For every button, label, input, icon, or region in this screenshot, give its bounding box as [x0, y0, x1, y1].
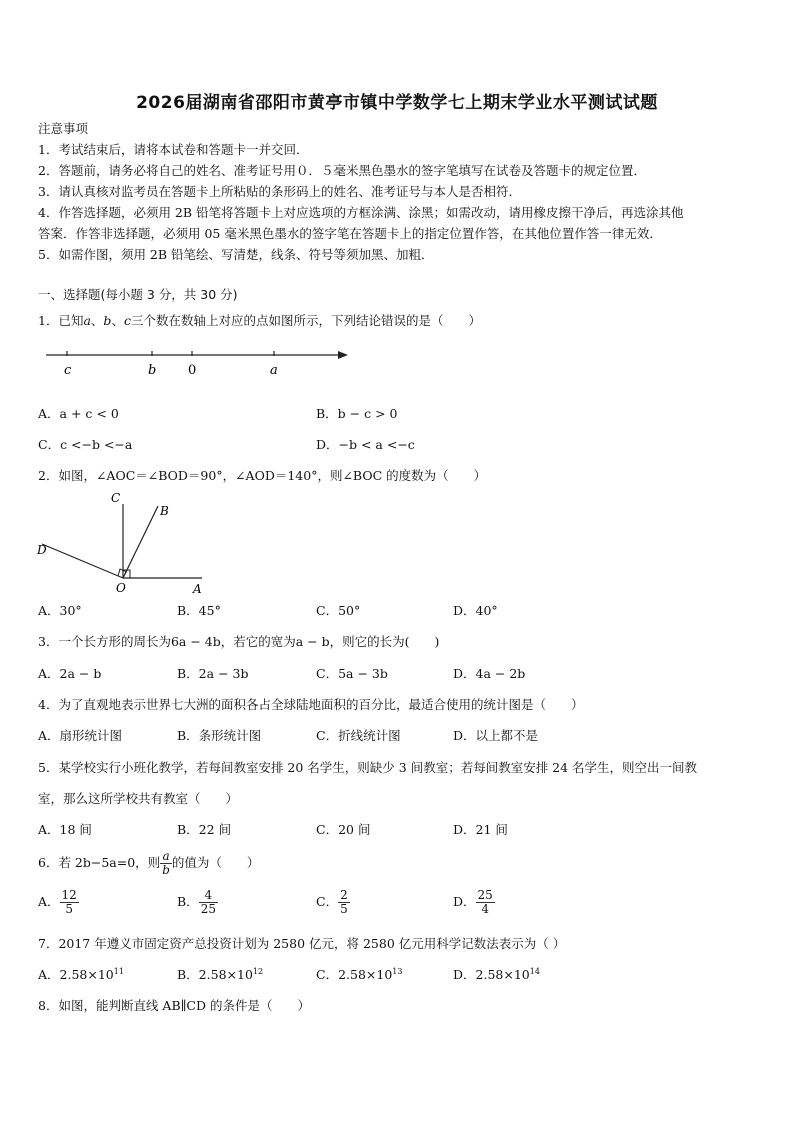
label-O: O	[116, 581, 126, 595]
q6-option-c[interactable]	[316, 889, 350, 916]
fraction-denominator: 25	[200, 902, 216, 916]
label-c: c	[64, 363, 72, 378]
q4-option-a[interactable]: A．扇形统计图	[38, 728, 123, 743]
option-label: D．	[453, 894, 476, 909]
label-B: B	[160, 504, 169, 518]
fraction-denominator: 5	[340, 902, 348, 916]
q5-option-a[interactable]: A．18 间	[38, 822, 92, 837]
page-title: 2026届湖南省邵阳市黄亭市镇中学数学七上期末学业水平测试试题	[136, 93, 658, 113]
q7-option-c[interactable]	[316, 967, 402, 983]
q1-option-d[interactable]: D．−b < a <−c	[316, 437, 415, 452]
option-exponent: 11	[113, 967, 124, 976]
q1-number-line-figure	[40, 342, 360, 382]
q5-option-c[interactable]: C．20 间	[316, 822, 371, 837]
q7-stem: 7．2017 年遵义市固定资产总投资计划为 2580 亿元，将 2580 亿元用科学记数法表示为（ ）	[38, 936, 566, 951]
q4-option-c[interactable]: C．折线统计图	[316, 728, 401, 743]
label-b: b	[148, 363, 157, 378]
q1-sep1: 、	[90, 313, 104, 328]
notice-item-4-cont: 答案．作答非选择题，必须用 05 毫米黑色墨水的签字笔在答题卡上的指定位置作答，在其他位置作答一律无效．	[38, 226, 662, 241]
q1-var-b: b	[103, 313, 112, 328]
option-label: B．2.58×10	[177, 967, 253, 982]
option-fraction	[338, 889, 350, 916]
q5-option-b[interactable]: B．22 间	[177, 822, 232, 837]
q1-option-a[interactable]: A．a + c < 0	[38, 406, 119, 421]
ray-od	[42, 544, 123, 578]
q1-var-c: c	[123, 313, 131, 328]
q2-option-c[interactable]: C．50°	[316, 603, 361, 618]
notice-item-5: 5．如需作图，须用 2B 铅笔绘、写清楚，线条、符号等须加黑、加粗．	[38, 247, 434, 262]
q2-option-d[interactable]: D．40°	[453, 603, 498, 618]
q2-option-b[interactable]: B．45°	[177, 603, 221, 618]
label-0: 0	[188, 363, 197, 378]
q4-option-b[interactable]: B．条形统计图	[177, 728, 262, 743]
q6-stem	[38, 850, 259, 877]
option-exponent: 12	[252, 967, 264, 976]
q3-option-b[interactable]: B．2a − 3b	[177, 666, 249, 681]
q1-stem-a: 1．已知	[38, 313, 84, 328]
fraction-numerator: 25	[477, 888, 493, 902]
number-line-arrow	[338, 351, 348, 359]
section-heading: 一、选择题(每小题 3 分，共 30 分)	[38, 287, 238, 302]
notice-item-3: 3．请认真核对监考员在答题卡上所粘贴的条形码上的姓名、准考证号与本人是否相符．	[38, 184, 521, 199]
q8-stem: 8．如图，能判断直线 AB∥CD 的条件是（ ）	[38, 998, 310, 1013]
q4-stem: 4．为了直观地表示世界七大洲的面积各占全球陆地面积的百分比，最适合使用的统计图是（ ）	[38, 697, 584, 712]
q5-stem-line2: 室，那么这所学校共有教室（ ）	[38, 791, 239, 806]
option-label: A．	[38, 894, 60, 909]
option-exponent: 13	[392, 967, 403, 976]
option-fraction	[60, 889, 79, 916]
q2-stem: 2．如图，∠AOC＝∠BOD＝90°，∠AOD＝140°，则∠BOC 的度数为（ ）	[38, 468, 487, 483]
label-A: A	[193, 582, 202, 596]
q7-option-b[interactable]	[177, 967, 263, 983]
q4-option-d[interactable]: D．以上都不是	[453, 728, 539, 743]
label-D: D	[37, 543, 47, 557]
q1-option-b[interactable]: B．b − c > 0	[316, 406, 398, 421]
label-a: a	[270, 363, 278, 378]
q1-stem-b: 三个数在数轴上对应的点如图所示，下列结论错误的是（ ）	[130, 313, 481, 328]
q1-stem	[38, 313, 481, 329]
q3-stem: 3．一个长方形的周长为6a − 4b，若它的宽为a − b，则它的长为( )	[38, 634, 440, 649]
q1-option-c[interactable]: C．c <−b <−a	[38, 437, 133, 452]
fraction-numerator: 12	[61, 888, 77, 902]
q3-option-d[interactable]: D．4a − 2b	[453, 666, 526, 681]
q5-stem-line1: 5．某学校实行小班化教学，若每间教室安排 20 名学生，则缺少 3 间教室；若每间教室安排 24 名学生，则空出一间教	[38, 760, 698, 775]
notice-item-2: 2．答题前，请务必将自己的姓名、准考证号用０．５毫米黑色墨水的签字笔填写在试卷及答题卡的规定位置．	[38, 163, 646, 178]
q1-var-a: a	[83, 313, 91, 328]
q1-sep2: 、	[111, 313, 124, 328]
q6-option-a[interactable]	[38, 889, 79, 916]
label-C: C	[111, 491, 121, 505]
option-exponent: 14	[529, 967, 540, 976]
q5-option-d[interactable]: D．21 间	[453, 822, 508, 837]
q6-stem-b: 的值为（ ）	[171, 855, 260, 870]
q3-option-c[interactable]: C．5a − 3b	[316, 666, 388, 681]
q6-stem-fraction	[160, 850, 172, 877]
q6-option-b[interactable]	[177, 889, 218, 916]
option-label: B．	[177, 894, 199, 909]
q6-option-d[interactable]	[453, 889, 495, 916]
fraction-numerator: 2	[340, 888, 348, 902]
option-label: C．2.58×10	[316, 967, 393, 982]
fraction-numerator: a	[160, 850, 172, 864]
fraction-denominator: b	[162, 863, 170, 877]
q7-option-d[interactable]	[453, 967, 540, 983]
option-label: C．	[316, 894, 339, 909]
q7-option-a[interactable]	[38, 967, 124, 983]
q2-option-a[interactable]: A．30°	[38, 603, 82, 618]
q6-stem-a: 6．若 2b−5a=0，则	[38, 855, 161, 870]
q3-option-a[interactable]: A．2a − b	[38, 666, 102, 681]
fraction-denominator: 5	[65, 902, 73, 916]
option-fraction	[199, 889, 218, 916]
option-label: A．2.58×10	[38, 967, 114, 982]
ray-ob	[123, 506, 158, 578]
q2-angle-figure	[32, 488, 217, 598]
fraction-denominator: 4	[481, 902, 489, 916]
notice-heading: 注意事项	[38, 121, 89, 136]
fraction-numerator: 4	[199, 889, 218, 903]
notice-item-4: 4．作答选择题，必须用 2B 铅笔将答题卡上对应选项的方框涂满、涂黑；如需改动，请用橡皮擦干净后，再选涂其他	[38, 205, 684, 220]
notice-item-1: 1．考试结束后，请将本试卷和答题卡一并交回．	[38, 142, 309, 157]
option-fraction	[476, 889, 495, 916]
option-label: D．2.58×10	[453, 967, 530, 982]
